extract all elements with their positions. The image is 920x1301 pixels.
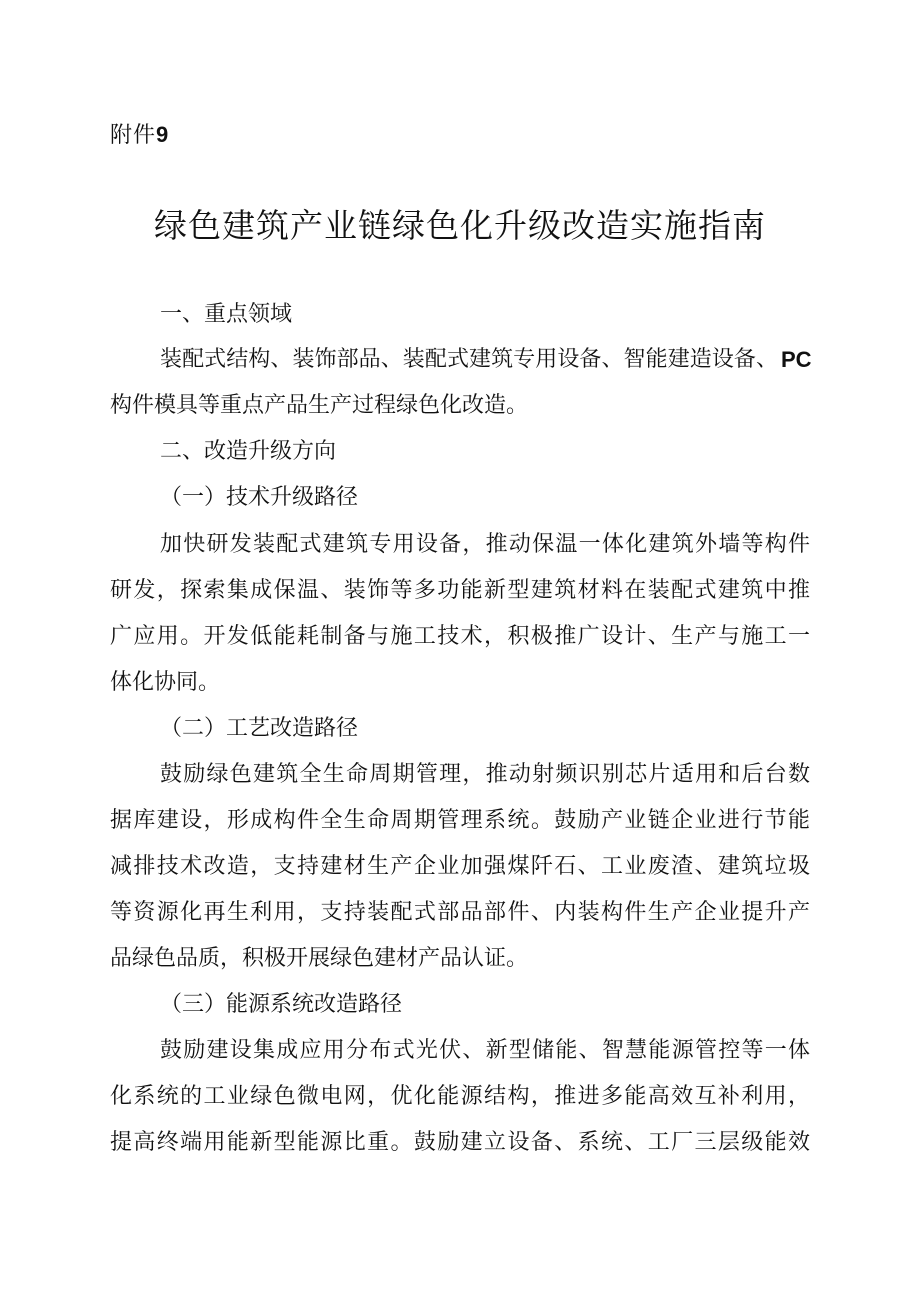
paragraph-line: 构件模具等重点产品生产过程绿色化改造。 — [110, 393, 529, 418]
paragraph-line: 研发，探索集成保温、装饰等多功能新型建筑材料在装配式建筑中推 — [110, 578, 810, 603]
paragraph-line: 装配式结构、装饰部品、装配式建筑专用设备、智能建造设备、 — [160, 347, 778, 372]
paragraph-line: 据库建设，形成构件全生命周期管理系统。鼓励产业链企业进行节能 — [110, 808, 810, 833]
paragraph-line: 鼓励绿色建筑全生命周期管理，推动射频识别芯片适用和后台数 — [160, 762, 810, 787]
paragraph-line: 品绿色品质，积极开展绿色建材产品认证。 — [110, 946, 529, 971]
paragraph-line: 鼓励建设集成应用分布式光伏、新型储能、智慧能源管控等一体 — [160, 1038, 810, 1063]
section-heading: 二、改造升级方向 — [160, 439, 337, 464]
paragraph-line: 减排技术改造，支持建材生产企业加强煤阡石、工业废渣、建筑垃圾 — [110, 854, 810, 879]
document-title: 绿色建筑产业链绿色化升级改造实施指南 — [154, 206, 766, 245]
paragraph-line: 提高终端用能新型能源比重。鼓励建立设备、系统、工厂三层级能效 — [110, 1130, 810, 1155]
section-heading: 一、重点领域 — [160, 302, 293, 327]
attachment-label — [110, 118, 169, 149]
paragraph-line: 体化协同。 — [110, 670, 221, 695]
attachment-prefix: 附件 — [110, 123, 157, 148]
paragraph-line: 加快研发装配式建筑专用设备，推动保温一体化建筑外墙等构件 — [160, 532, 810, 557]
paragraph-line: 广应用。开发低能耗制备与施工技术，积极推广设计、生产与施工一 — [110, 624, 810, 649]
subsection-heading: （三）能源系统改造路径 — [160, 992, 403, 1017]
subsection-heading: （一）技术升级路径 — [160, 485, 359, 510]
paragraph-line-pc: PC — [781, 347, 812, 372]
attachment-number: 9 — [156, 122, 170, 147]
paragraph-line: 化系统的工业绿色微电网，优化能源结构，推进多能高效互补利用， — [110, 1084, 810, 1109]
subsection-heading: （二）工艺改造路径 — [160, 716, 359, 741]
paragraph-line: 等资源化再生利用，支持装配式部品部件、内装构件生产企业提升产 — [110, 900, 810, 925]
